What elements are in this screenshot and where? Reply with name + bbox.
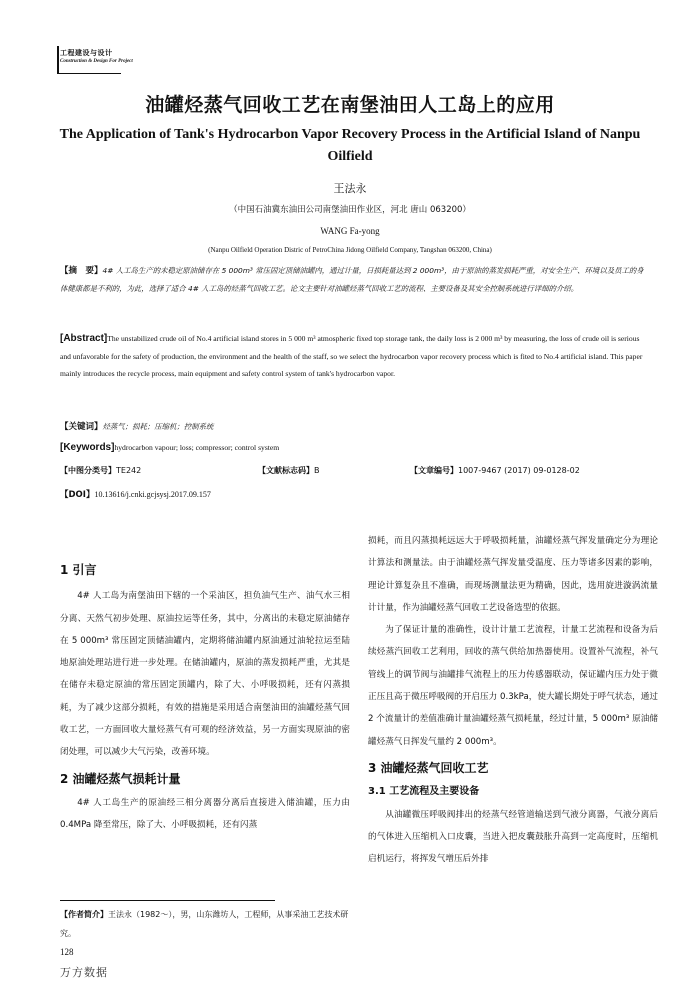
footnote-text: 王法永（1982～），男，山东潍坊人，工程师，从事采油工艺技术研究。 [60, 910, 349, 938]
doi-label: 【DOI】 [60, 490, 95, 500]
header-bar [57, 46, 59, 74]
clc-value: TE242 [116, 466, 142, 475]
abstract-en-label: [Abstract] [60, 333, 108, 344]
footnote-rule [60, 900, 275, 901]
abstract-cn-label: 【摘 要】 [60, 266, 103, 276]
abstract-en-text: The unstabilized crude oil of No.4 artificial island stores in 5 000 m³ atmospheric fixed top storage tank, the daily loss is 2 000 m³ by measuring, the loss of crude oil is serious and unfavorable for the safety of production, the environment and the health of the staff, so we select the hydrocarbon vapor recovery process which is fited to No.4 artificial island. This paper mainly introduces the recycle process, main equipment and safety control system of tank's hydrocarbon vapor. [60, 334, 643, 378]
clc-number [60, 465, 141, 476]
article-number [410, 465, 580, 476]
paper-title-en: The Application of Tank's Hydrocarbon Vapor Recovery Process in the Artificial Island of Nanpu Oilfield [59, 127, 641, 164]
affiliation-en: (Nanpu Oilfield Operation Distric of PetroChina Jidong Oilfield Company, Tangshan 063200, China) [208, 246, 492, 254]
keywords-en-label: [Keywords] [60, 442, 115, 453]
journal-header [60, 48, 133, 64]
section-1-heading: 1 引言 [60, 563, 97, 577]
body-column-right [368, 530, 658, 870]
abstract-en [60, 330, 648, 383]
header-rule [57, 73, 121, 74]
keywords-en [60, 442, 279, 453]
section-2-heading: 2 油罐烃蒸气损耗计量 [60, 771, 181, 786]
doi-value: 10.13616/j.cnki.gcjsysj.2017.09.157 [94, 490, 211, 499]
header-section-cn: 工程建设与设计 [60, 49, 113, 57]
section-3-1-paragraph: 从油罐微压呼吸阀排出的烃蒸气经管道输送到气液分离器，气液分离后的气体进入压缩机入口皮囊，当进入把皮囊鼓胀升高到一定高度时，压缩机启机运行，将挥发气增压后外排 [368, 809, 658, 865]
article-number-label: 【文章编号】 [410, 466, 458, 475]
document-code [258, 465, 320, 476]
footnote-label: 【作者简介】 [60, 910, 108, 919]
keywords-cn [60, 420, 213, 432]
author-name-en: WANG Fa-yong [320, 226, 380, 236]
watermark: 万方数据 [60, 966, 108, 979]
article-number-value: 1007-9467 (2017) 09-0128-02 [458, 466, 580, 475]
section-3-1-heading: 3.1 工艺流程及主要设备 [368, 786, 480, 798]
section-1-paragraph: 4# 人工岛为南堡油田下辖的一个采油区，担负油气生产、油气水三相分离、天然气初步处理、原油拉运等任务，其中，分离出的未稳定原油储存在 5 000m³ 常压固定顶储油罐内，定期将储油罐内原油通过油轮拉运至陆地原油处理站进行进一步处理。在储油罐内，原油的蒸发损耗严重，尤其是在储存未稳定原油的常压固定顶罐内，除了大、小呼吸损耗，还有闪蒸损耗，为了减少这部分损耗，有效的措施是采用适合南堡油田的油罐烃蒸气回收工艺，一方面回收大量烃蒸气有可观的经济效益，另一方面实现原油的密闭处理，可以减少大气污染，改善环境。 [60, 591, 350, 758]
doc-code-label: 【文献标志码】 [258, 466, 314, 475]
section-2-paragraph: 4# 人工岛生产的原油经三相分离器分离后直接进入储油罐，压力由 0.4MPa 降至常压，除了大、小呼吸损耗，还有闪蒸 [60, 797, 350, 831]
affiliation-cn: （中国石油冀东油田公司南堡油田作业区，河北 唐山 063200） [229, 205, 471, 215]
paper-title-cn: 油罐烃蒸气回收工艺在南堡油田人工岛上的应用 [145, 94, 555, 116]
section-3-heading: 3 油罐烃蒸气回收工艺 [368, 760, 489, 775]
author-name-cn: 王法永 [333, 182, 367, 195]
abstract-cn-text: 4# 人工岛生产的未稳定原油储存在 5 000m³ 常压固定顶储油罐内，通过计量，日损耗量达到 2 000m³，由于原油的蒸发损耗严重，对安全生产、环境以及员工的身体健康都是不利的，为此，选择了适合 4# 人工岛的烃蒸气回收工艺。论文主要针对油罐烃蒸气回收工艺的流程、主要设备及其安全控制系统进行详细的介绍。 [60, 266, 644, 293]
section-2-paragraph-2: 为了保证计量的准确性，设计计量工艺流程，计量工艺流程和设备为后续烃蒸汽回收工艺利用，回收的蒸气供给加热器使用。设置补气流程，补气管线上的调节阀与油罐排气流程上的压力传感器联动，保证罐内压力处于微正压且高于微压呼吸阀的开启压力 0.3kPa，使大罐长期处于呼气状态，通过 2 个流量计的差值准确计量油罐烃蒸气损耗量，经过计量，5 000m³ 原油储罐烃蒸气日挥发气量约 2 000m³。 [368, 625, 658, 747]
body-column-left [60, 559, 350, 837]
keywords-cn-text: 烃蒸气；损耗；压缩机；控制系统 [102, 422, 214, 431]
doi [60, 488, 211, 500]
doc-code-value: B [314, 466, 320, 475]
abstract-cn [60, 262, 648, 298]
keywords-cn-label: 【关键词】 [60, 422, 103, 432]
keywords-en-text: hydrocarbon vapour; loss; compressor; control system [114, 443, 280, 452]
author-footnote [60, 905, 350, 943]
section-2-continued: 损耗，而且闪蒸损耗远远大于呼吸损耗量，油罐烃蒸气挥发量确定分为理论计算法和测量法。由于油罐烃蒸气挥发量受温度、压力等诸多因素的影响，理论计算复杂且不准确，而现场测量法更为精确，因此，选用旋进漩涡流量计计量，作为油罐烃蒸气回收工艺设备选型的依据。 [368, 536, 658, 613]
header-section-en: Construction & Design For Project [60, 59, 133, 64]
page-number: 128 [60, 947, 74, 957]
clc-label: 【中图分类号】 [60, 466, 116, 475]
